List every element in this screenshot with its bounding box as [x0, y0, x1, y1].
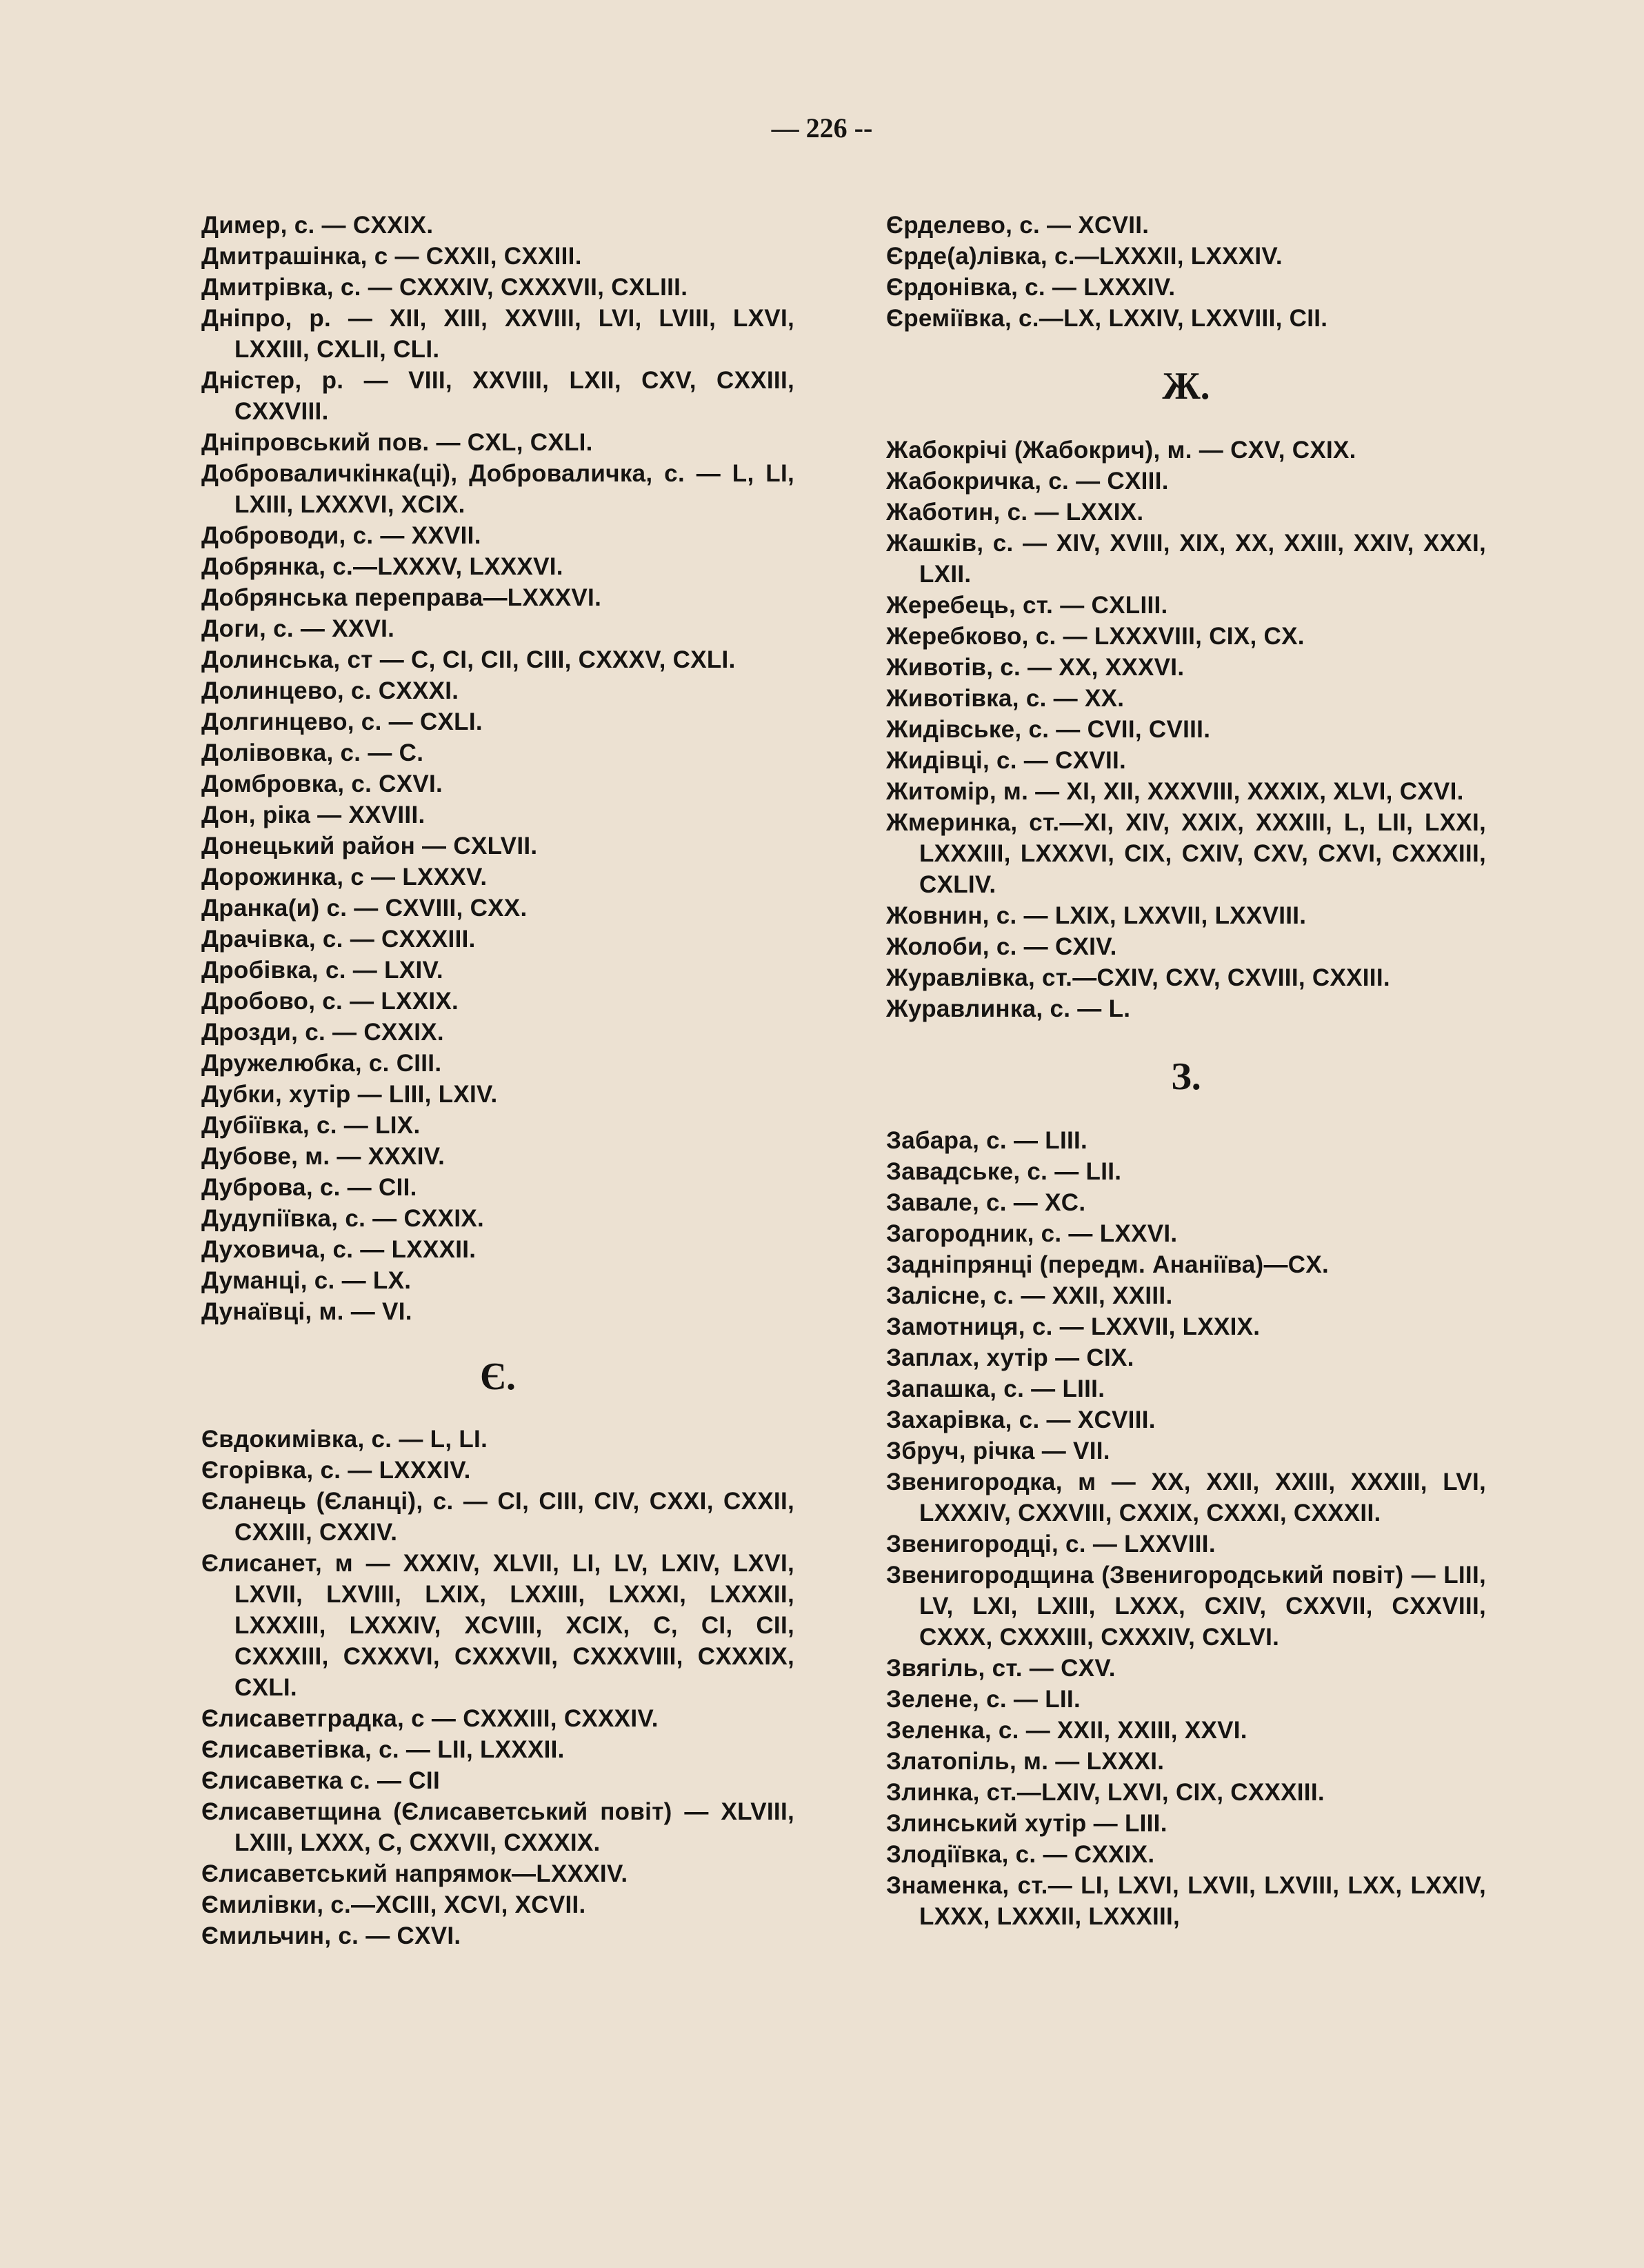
index-entry: Звенигородщина (Звенигородський повіт) — LIII, LV, LXI, LXIII, LXXX, CXIV, CXXVII, CXXVIII, CXXX, CXXXIII, CXXXIV, CXLVI.	[886, 1562, 1486, 1651]
index-entry: Заплах, хутір — CIX.	[886, 1344, 1134, 1371]
index-entry: Животів, с. — XX, XXXVI.	[886, 654, 1185, 681]
index-entry: Дніпро, р. — XII, XIII, XXVIII, LVI, LVIII, LXVI, LXXIII, CXLII, CLI.	[201, 305, 794, 363]
index-entry: Донецький район — CXLVII.	[201, 833, 538, 859]
index-entry: Жидівці, с. — CXVII.	[886, 747, 1127, 774]
index-entry: Дмитрашінка, с — CXXII, CXXIII.	[201, 243, 582, 270]
index-entry: Залісне, с. — XXII, XXIII.	[886, 1282, 1173, 1309]
index-entry: Златопіль, м. — LXXXI.	[886, 1748, 1165, 1775]
index-entry: Євдокимівка, с. — L, LI.	[201, 1426, 488, 1453]
index-entry: Звягіль, ст. — CXV.	[886, 1655, 1116, 1682]
index-entry: Долинцево, с. CXXXI.	[201, 677, 459, 704]
index-entry: Дубіївка, с. — LIX.	[201, 1112, 421, 1139]
index-entry: Збруч, річка — VII.	[886, 1438, 1110, 1464]
index-entry: Ємилівки, с.—XCIII, XCVI, XCVII.	[201, 1891, 586, 1918]
index-entry: Драчівка, с. — CXXXIII.	[201, 926, 476, 953]
letter-heading-zh: Ж.	[1162, 365, 1210, 408]
entries-ye-continued-section	[886, 210, 1486, 334]
index-entry: Забара, с. — LIII.	[886, 1127, 1088, 1154]
index-entry: Завадське, с. — LII.	[886, 1158, 1122, 1185]
index-entry: Животівка, с. — XX.	[886, 685, 1125, 712]
index-entry: Єлисаветівка, с. — LII, LXXXII.	[201, 1736, 565, 1763]
index-entry: Злинка, ст.—LXIV, LXVI, CIX, CXXXIII.	[886, 1779, 1325, 1806]
index-entry: Ємильчин, с. — CXVI.	[201, 1922, 461, 1949]
index-entry: Домбровка, с. CXVI.	[201, 770, 443, 797]
index-entry: Журавлинка, с. — L.	[886, 995, 1131, 1022]
index-entry: Дмитрівка, с. — CXXXIV, CXXXVII, CXLIII.	[201, 274, 688, 301]
index-entry: Єрдонівка, с. — LXXXIV.	[886, 274, 1176, 301]
index-entry: Дніпровський пов. — CXL, CXLI.	[201, 429, 593, 456]
index-entry: Дробово, с. — LXXIX.	[201, 988, 459, 1015]
index-entry: Звенигородка, м — XX, XXII, XXIII, XXXIII, LVI, LXXXIV, CXXVIII, CXXIX, CXXXI, CXXXII.	[886, 1469, 1486, 1526]
index-entry: Єгорівка, с. — LXXXIV.	[201, 1457, 471, 1484]
entries-ye-section	[201, 1424, 794, 1951]
index-entry: Захарівка, с. — XCVIII.	[886, 1406, 1156, 1433]
index-entry: Дуброва, с. — CII.	[201, 1174, 417, 1201]
index-entry: Жабокрічі (Жабокрич), м. — CXV, CXIX.	[886, 437, 1356, 464]
index-entry: Злодіївка, с. — CXXIX.	[886, 1841, 1155, 1868]
index-entry: Знаменка, ст.— LI, LXVI, LXVII, LXVIII, LXX, LXXIV, LXXX, LXXXII, LXXXIII,	[886, 1872, 1486, 1930]
index-entry: Доброваличкінка(ці), Доброваличка, с. — L, LI, LXIII, LXXXVI, XCIX.	[201, 460, 794, 518]
index-entry: Задніпрянці (передм. Ананіїва)—CX.	[886, 1251, 1330, 1278]
letter-heading-z: З.	[1171, 1055, 1201, 1098]
index-entry: Доги, с. — XXVI.	[201, 615, 395, 642]
index-entry: Запашка, с. — LIII.	[886, 1375, 1105, 1402]
index-entry: Добрянська переправа—LXXXVI.	[201, 584, 602, 611]
index-entry: Жашків, с. — XIV, XVIII, XIX, XX, XXIII, XXIV, XXXI, LXII.	[886, 530, 1486, 588]
index-entry: Єланець (Єланці), с. — CI, CIII, CIV, CXXI, CXXII, CXXIII, CXXIV.	[201, 1488, 794, 1546]
index-entry: Єлисаветка с. — CII	[201, 1767, 440, 1794]
letter-heading-ye: Є.	[480, 1355, 516, 1398]
index-entry: Дробівка, с. — LXIV.	[201, 957, 443, 984]
index-entry: Єлисанет, м — XXXIV, XLVII, LI, LV, LXIV, LXVI, LXVII, LXVIII, LXIX, LXXIII, LXXXI, LXXXII, LXXXIII, LXXXIV, XCVIII, XCIX, C, CI, CII, CXXXIII, CXXXVI, CXXXVII, CXXXVIII, CXXXIX, CXLI.	[201, 1550, 794, 1701]
index-entry: Єрде(а)лівка, с.—LXXXII, LXXXIV.	[886, 243, 1283, 270]
index-entry: Жаботин, с. — LXXIX.	[886, 499, 1144, 526]
index-entry: Замотниця, с. — LXXVII, LXXIX.	[886, 1313, 1261, 1340]
index-entry: Дністер, р. — VIII, XXVIII, LXII, CXV, CXXIII, CXXVIII.	[201, 367, 794, 425]
index-entry: Долинська, ст — C, CI, CII, CIII, CXXXV, CXLI.	[201, 646, 736, 673]
index-entry: Дранка(и) с. — CXVIII, CXX.	[201, 895, 528, 922]
index-entry: Жеребець, ст. — CXLIII.	[886, 592, 1168, 619]
index-entry: Доброводи, с. — XXVII.	[201, 522, 481, 549]
index-entry: Журавлівка, ст.—CXIV, CXV, CXVIII, CXXIII.	[886, 964, 1390, 991]
index-entry: Жолоби, с. — CXIV.	[886, 933, 1117, 960]
index-entry: Звенигородці, с. — LXXVIII.	[886, 1531, 1216, 1558]
index-entry: Єлисаветщина (Єлисаветський повіт) — XLVIII, LXIII, LXXX, C, CXXVII, CXXXIX.	[201, 1798, 794, 1856]
page-number: — 226 --	[771, 112, 873, 143]
entries-z-section	[886, 1125, 1486, 1932]
index-column-left	[201, 210, 794, 1951]
index-entry: Зеленка, с. — XXII, XXIII, XXVI.	[886, 1717, 1247, 1744]
index-entry: Димер, с. — CXXIX.	[201, 212, 434, 239]
entries-zh-section	[886, 435, 1486, 1024]
index-entry: Дубки, хутір — LIII, LXIV.	[201, 1081, 498, 1108]
index-entry: Дубове, м. — XXXIV.	[201, 1143, 445, 1170]
index-entry: Єрделево, с. — XCVII.	[886, 212, 1150, 239]
index-entry: Жидівське, с. — CVII, CVIII.	[886, 716, 1211, 743]
index-entry: Жовнин, с. — LXIX, LXXVII, LXXVIII.	[886, 902, 1307, 929]
index-entry: Добрянка, с.—LXXXV, LXXXVI.	[201, 553, 563, 580]
index-entry: Злинський хутір — LIII.	[886, 1810, 1167, 1837]
index-entry: Дон, ріка — XXVIII.	[201, 802, 425, 828]
index-entry: Дрозди, с. — CXXIX.	[201, 1019, 444, 1046]
index-entry: Загородник, с. — LXXVI.	[886, 1220, 1178, 1247]
index-entry: Жабокричка, с. — CXIII.	[886, 468, 1169, 495]
index-entry: Дудупіївка, с. — CXXIX.	[201, 1205, 485, 1232]
index-entry: Завале, с. — XC.	[886, 1189, 1086, 1216]
index-entry: Зелене, с. — LII.	[886, 1686, 1081, 1713]
index-column-right	[886, 210, 1486, 1932]
index-entry: Дорожинка, с — LXXXV.	[201, 864, 488, 891]
index-entry: Житомір, м. — XI, XII, XXXVIII, XXXIX, XLVI, CXVI.	[886, 778, 1464, 805]
index-entry: Думанці, с. — LX.	[201, 1267, 412, 1294]
index-entry: Дружелюбка, с. CIII.	[201, 1050, 442, 1077]
index-entry: Єлисаветський напрямок—LXXXIV.	[201, 1860, 628, 1887]
index-entry: Долівовка, с. — C.	[201, 739, 424, 766]
index-entry: Єреміївка, с.—LX, LXXIV, LXXVIII, CII.	[886, 305, 1328, 332]
index-entry: Долгинцево, с. — CXLI.	[201, 708, 483, 735]
index-entry: Жеребково, с. — LXXXVIII, CIX, CX.	[886, 623, 1305, 650]
index-entry: Жмеринка, ст.—XI, XIV, XXIX, XXXIII, L, LII, LXXI, LXXXIII, LXXXVI, CIX, CXIV, CXV, CXVI, CXXXIII, CXLIV.	[886, 809, 1486, 898]
entries-d-section	[201, 210, 794, 1327]
index-entry: Дунаївці, м. — VI.	[201, 1298, 412, 1325]
index-entry: Єлисаветградка, с — CXXXIII, CXXXIV.	[201, 1705, 659, 1732]
index-entry: Духовича, с. — LXXXII.	[201, 1236, 477, 1263]
